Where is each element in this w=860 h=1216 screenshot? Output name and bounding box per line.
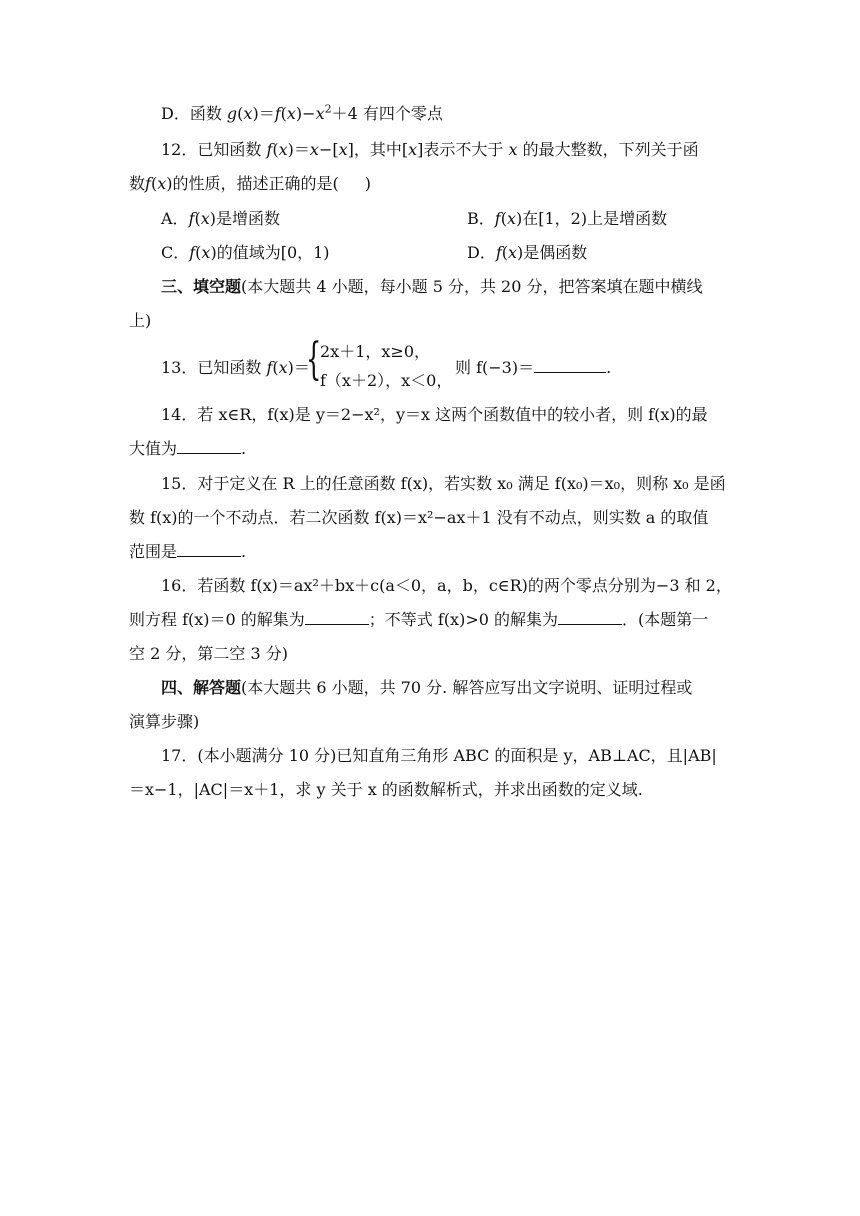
answer-blank [558,610,622,625]
q15-line1: 15．对于定义在 R 上的任意函数 f(x)，若实数 x₀ 满足 f(x₀)＝x₀，则称 x₀ 是函 [161,474,726,493]
q16-line2: 则方程 f(x)＝0 的解集为 ；不等式 f(x)>0 的解集为 ．(本题第一 [129,610,709,629]
section3-heading: 三、填空题(本大题共 4 小题，每小题 5 分，共 20 分，把答案填在题中横线 [161,277,703,296]
q15-line3: 范围是 . [129,542,247,561]
q12-stem-line2: 数f(x)的性质，描述正确的是( ) [129,174,371,193]
q13-case2: f（x＋2），x＜0， [320,371,453,390]
q13-case1: 2x＋1，x≥0， [320,342,430,361]
section3-title: 三、填空题 [161,277,242,296]
q15-line2: 数 f(x)的一个不动点．若二次函数 f(x)＝x²−ax＋1 没有不动点，则实数 a 的取值 [129,508,709,527]
q12-stem-line1: 12．已知函数 f(x)＝x−[x]，其中[x]表示不大于 x 的最大整数，下列关于函 [161,140,699,159]
piecewise-brace: { [306,334,322,385]
q13-prefix: 13．已知函数 f(x)＝ [161,358,310,377]
q14-line2: 大值为 . [129,439,247,458]
q12-option-d: D．f(x)是偶函数 [467,243,588,262]
section4-heading-cont: 演算步骤) [129,712,200,731]
answer-blank [534,358,606,373]
q11-option-d: D．函数 $g(x)=f(x)-x^2+4$ 有四个零点 [161,102,443,123]
q16-line3: 空 2 分，第二空 3 分) [129,644,288,663]
section4-heading: 四、解答题(本大题共 6 小题，共 70 分. 解答应写出文字说明、证明过程或 [161,678,693,697]
q12-option-a: A．f(x)是增函数 [161,209,281,228]
q14-line1: 14．若 x∈R，f(x)是 y＝2−x²，y＝x 这两个函数值中的较小者，则 f(x)的最 [161,405,708,424]
q17-line1: 17．(本小题满分 10 分)已知直角三角形 ABC 的面积是 y，AB⊥AC，且|AB| [161,746,717,765]
q12-option-b: B．f(x)在[1，2)上是增函数 [467,209,668,228]
q17-line2: ＝x−1，|AC|＝x＋1，求 y 关于 x 的函数解析式，并求出函数的定义域. [129,780,643,799]
answer-blank [177,542,241,557]
q13-suffix: 则 f(−3)＝ . [455,358,612,377]
q16-line1: 16．若函数 f(x)＝ax²＋bx＋c(a＜0，a，b，c∈R)的两个零点分别为−3 和 2， [161,576,732,595]
section4-title: 四、解答题 [161,678,242,697]
section3-heading-cont: 上) [129,311,152,330]
answer-blank [177,439,241,454]
answer-blank [305,610,369,625]
q12-option-c: C．f(x)的值域为[0，1) [161,243,330,262]
